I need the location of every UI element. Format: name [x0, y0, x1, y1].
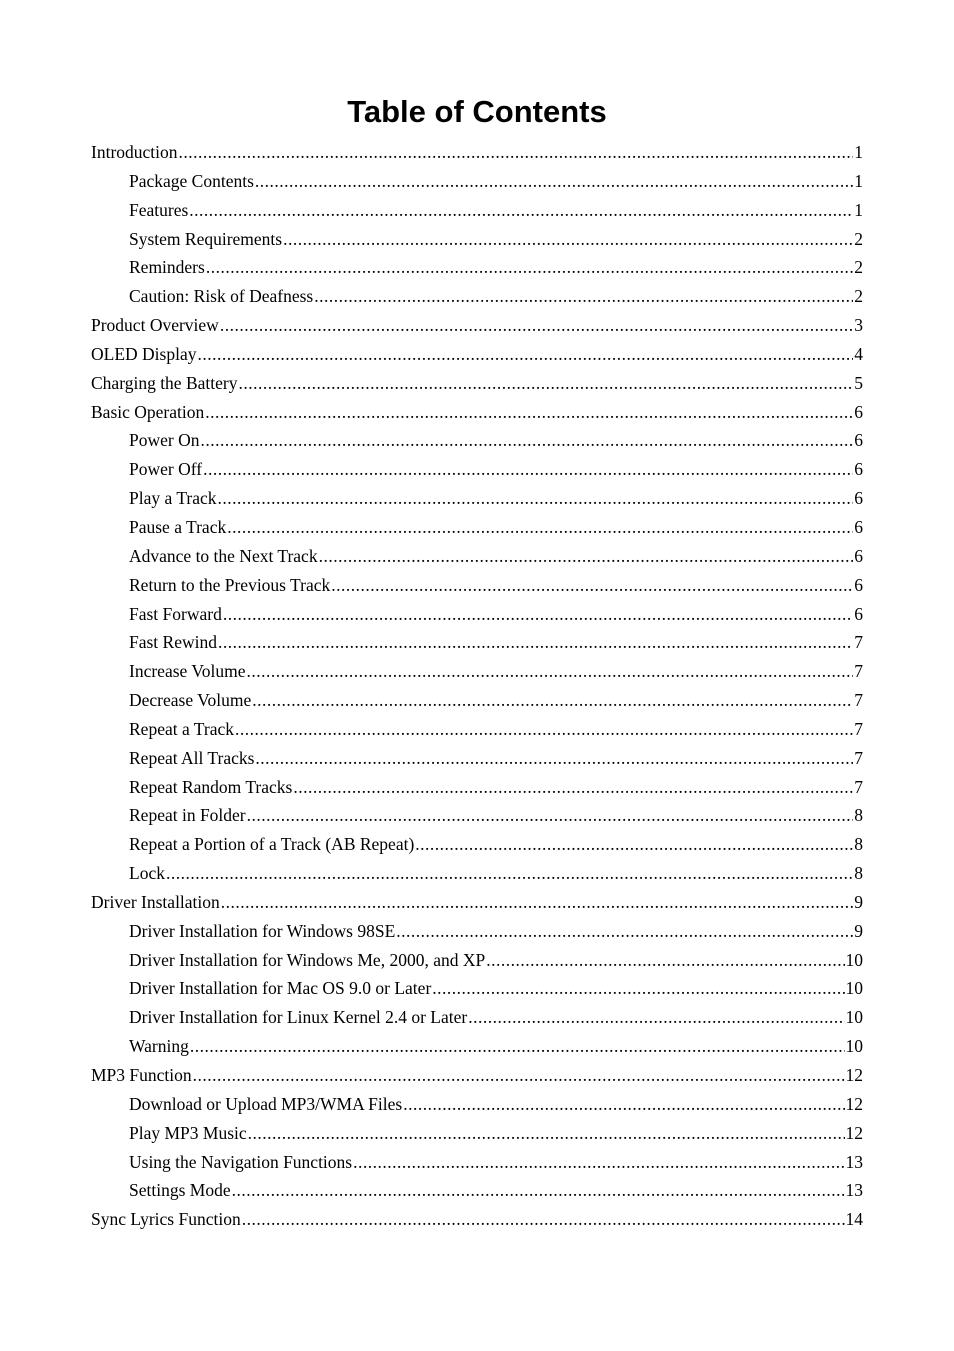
toc-entry-page-number: 7 — [854, 632, 863, 653]
toc-entry-label: Increase Volume — [129, 661, 246, 682]
toc-entry — [91, 196, 863, 225]
toc-dot-leader — [193, 1061, 845, 1090]
toc-entry-label: Charging the Battery — [91, 372, 238, 393]
toc-entry-page-number: 1 — [854, 170, 863, 191]
toc-entry-page-number: 10 — [845, 949, 863, 970]
toc-entry-page-number: 12 — [845, 1093, 863, 1114]
toc-entry-label: Driver Installation — [91, 891, 220, 912]
toc-entry-page-number: 13 — [845, 1151, 863, 1172]
toc-entry — [91, 686, 863, 715]
toc-dot-leader — [220, 311, 853, 340]
toc-dot-leader — [238, 369, 853, 398]
toc-entry-label: Driver Installation for Windows Me, 2000, and XP — [129, 949, 486, 970]
toc-entry-label: Introduction — [91, 142, 178, 162]
toc-dot-leader — [200, 426, 853, 455]
toc-entry-label: Play a Track — [129, 488, 217, 509]
toc-dot-leader — [223, 600, 853, 629]
toc-dot-leader — [232, 1176, 845, 1205]
toc-entry-page-number: 8 — [854, 805, 863, 826]
toc-entry-page-number: 3 — [854, 315, 863, 336]
toc-entry — [91, 282, 863, 311]
toc-entry — [91, 311, 863, 340]
toc-dot-leader — [403, 1090, 844, 1119]
toc-entry — [91, 859, 863, 888]
toc-entry — [91, 455, 863, 484]
toc-dot-leader — [218, 628, 853, 657]
toc-dot-leader — [197, 340, 853, 369]
toc-entry — [91, 1148, 863, 1177]
page-title: Table of Contents — [347, 94, 607, 129]
toc-entry-label: Repeat in Folder — [129, 805, 246, 826]
toc-entry-page-number: 6 — [854, 488, 863, 509]
toc-entry — [91, 340, 863, 369]
toc-entry-label: Product Overview — [91, 315, 219, 336]
toc-entry-page-number: 6 — [854, 401, 863, 422]
toc-entry-label: MP3 Function — [91, 1065, 192, 1085]
toc-dot-leader — [246, 657, 853, 686]
toc-entry-label: Reminders — [129, 257, 205, 278]
toc-entry-label: Power On — [129, 430, 200, 451]
toc-entry-label: Lock — [129, 863, 165, 884]
toc-entry-page-number: 14 — [845, 1209, 863, 1230]
toc-entry-page-number: 7 — [854, 690, 863, 711]
toc-dot-leader — [255, 167, 853, 196]
toc-entry — [91, 542, 863, 571]
toc-dot-leader — [255, 744, 853, 773]
toc-dot-leader — [189, 196, 853, 225]
toc-entry-page-number: 10 — [845, 1036, 863, 1057]
toc-entry-page-number: 1 — [854, 199, 863, 220]
toc-entry-label: Using the Navigation Functions — [129, 1151, 353, 1172]
toc-dot-leader — [415, 830, 853, 859]
toc-entry-label: System Requirements — [129, 228, 283, 249]
toc-entry-page-number: 9 — [854, 891, 863, 912]
toc-dot-leader — [331, 571, 853, 600]
toc-entry-label: Decrease Volume — [129, 690, 252, 711]
toc-entry — [91, 917, 863, 946]
toc-entry — [91, 773, 863, 802]
toc-entry-page-number: 9 — [854, 920, 863, 941]
toc-entry-page-number: 6 — [854, 603, 863, 624]
toc-entry-label: Settings Mode — [129, 1180, 231, 1201]
toc-entry — [91, 484, 863, 513]
toc-dot-leader — [432, 974, 844, 1003]
toc-entry — [91, 138, 863, 167]
toc-dot-leader — [205, 398, 853, 427]
toc-entry — [91, 715, 863, 744]
toc-dot-leader — [221, 888, 853, 917]
toc-entry-label: Repeat a Portion of a Track (AB Repeat) — [129, 834, 415, 855]
toc-entry-label: Return to the Previous Track — [129, 574, 331, 595]
toc-entry-page-number: 2 — [854, 286, 863, 307]
toc-entry-label: Caution: Risk of Deafness — [129, 286, 314, 307]
toc-entry-page-number: 7 — [854, 776, 863, 797]
toc-dot-leader — [227, 513, 853, 542]
toc-entry-label: Power Off — [129, 459, 203, 480]
toc-dot-leader — [248, 1119, 845, 1148]
toc-entry — [91, 513, 863, 542]
toc-entry-label: Driver Installation for Linux Kernel 2.4 or Later — [129, 1007, 468, 1028]
toc-entry-page-number: 6 — [854, 516, 863, 537]
toc-dot-leader — [486, 946, 844, 975]
toc-dot-leader — [235, 715, 853, 744]
toc-dot-leader — [242, 1205, 845, 1234]
toc-dot-leader — [314, 282, 853, 311]
toc-entry-label: Advance to the Next Track — [129, 545, 318, 566]
toc-entry-page-number: 2 — [854, 257, 863, 278]
toc-dot-leader — [353, 1148, 844, 1177]
toc-dot-leader — [179, 138, 854, 167]
toc-entry-label: Fast Rewind — [129, 632, 217, 653]
toc-entry — [91, 888, 863, 917]
toc-entry-page-number: 10 — [845, 978, 863, 999]
toc-dot-leader — [166, 859, 853, 888]
toc-dot-leader — [283, 225, 853, 254]
toc-entry — [91, 946, 863, 975]
toc-entry-label: Warning — [129, 1036, 189, 1057]
toc-entry — [91, 398, 863, 427]
toc-entry-label: Repeat a Track — [129, 718, 234, 739]
toc-entry-label: Pause a Track — [129, 516, 227, 537]
toc-entry — [91, 253, 863, 282]
toc-entry — [91, 1205, 863, 1234]
toc-entry — [91, 657, 863, 686]
toc-entry — [91, 369, 863, 398]
toc-entry-page-number: 12 — [845, 1122, 863, 1143]
toc-entry — [91, 1032, 863, 1061]
toc-dot-leader — [293, 773, 853, 802]
toc-dot-leader — [247, 801, 854, 830]
toc-entry — [91, 571, 863, 600]
toc-entry — [91, 1061, 863, 1090]
toc-entry-page-number: 7 — [854, 747, 863, 768]
table-of-contents-list — [91, 138, 863, 1234]
toc-dot-leader — [190, 1032, 845, 1061]
toc-entry-label: Driver Installation for Mac OS 9.0 or Later — [129, 978, 432, 999]
toc-entry — [91, 974, 863, 1003]
toc-entry-page-number: 5 — [854, 372, 863, 393]
toc-entry-page-number: 10 — [845, 1007, 863, 1028]
toc-entry — [91, 830, 863, 859]
toc-entry-page-number: 2 — [854, 228, 863, 249]
toc-entry-page-number: 6 — [854, 459, 863, 480]
toc-entry-page-number: 8 — [854, 863, 863, 884]
toc-entry-page-number: 4 — [854, 343, 863, 364]
toc-entry — [91, 628, 863, 657]
toc-entry-page-number: 7 — [854, 661, 863, 682]
toc-entry — [91, 1090, 863, 1119]
toc-entry-label: Repeat All Tracks — [129, 747, 255, 768]
toc-dot-leader — [218, 484, 854, 513]
toc-entry-label: Repeat Random Tracks — [129, 776, 293, 797]
toc-entry — [91, 1176, 863, 1205]
toc-entry — [91, 1119, 863, 1148]
toc-dot-leader — [396, 917, 853, 946]
toc-dot-leader — [319, 542, 854, 571]
toc-entry-label: Play MP3 Music — [129, 1122, 247, 1143]
toc-dot-leader — [203, 455, 853, 484]
toc-entry — [91, 600, 863, 629]
toc-entry-page-number: 12 — [845, 1065, 863, 1085]
toc-entry — [91, 1003, 863, 1032]
toc-entry-page-number: 6 — [854, 430, 863, 451]
toc-dot-leader — [252, 686, 853, 715]
toc-entry-label: Features — [129, 199, 189, 220]
toc-entry-label: Download or Upload MP3/WMA Files — [129, 1093, 403, 1114]
toc-entry-label: Basic Operation — [91, 401, 205, 422]
toc-entry — [91, 801, 863, 830]
toc-entry-label: Package Contents — [129, 170, 254, 191]
toc-entry-page-number: 7 — [854, 718, 863, 739]
toc-entry — [91, 167, 863, 196]
toc-dot-leader — [468, 1003, 844, 1032]
toc-entry — [91, 225, 863, 254]
toc-entry-page-number: 8 — [854, 834, 863, 855]
toc-entry-label: Sync Lyrics Function — [91, 1209, 241, 1230]
toc-dot-leader — [206, 253, 853, 282]
toc-entry — [91, 744, 863, 773]
toc-entry-label: Fast Forward — [129, 603, 222, 624]
toc-entry-page-number: 13 — [845, 1180, 863, 1201]
toc-entry — [91, 426, 863, 455]
toc-entry-label: Driver Installation for Windows 98SE — [129, 920, 396, 941]
toc-entry-page-number: 6 — [854, 545, 863, 566]
toc-entry-label: OLED Display — [91, 343, 197, 364]
toc-entry-page-number: 6 — [854, 574, 863, 595]
toc-entry-page-number: 1 — [854, 142, 863, 162]
